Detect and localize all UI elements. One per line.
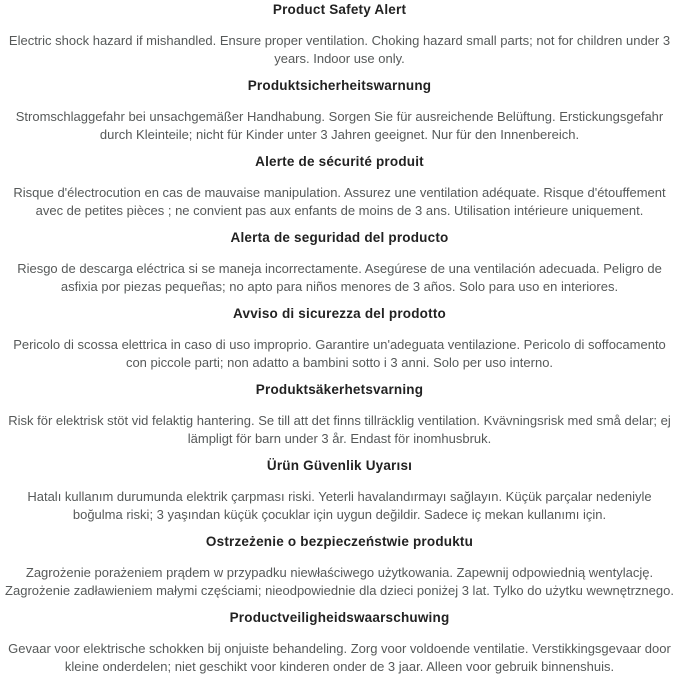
safety-heading-fr: Alerte de sécurité produit xyxy=(255,154,424,169)
safety-text-en: Electric shock hazard if mishandled. Ensure proper ventilation. Choking hazard small parts; not for children under 3 years. Indoor use only. xyxy=(8,33,671,66)
safety-section-fr xyxy=(5,154,674,220)
safety-text-nl: Gevaar voor elektrische schokken bij onjuiste behandeling. Zorg voor voldoende ventilatie. Verstikkingsgevaar door kleine onderdelen; niet geschikt voor kinderen onder de 3 jaar. Alleen voor gebruik binnenshuis. xyxy=(8,641,671,674)
safety-text-tr: Hatalı kullanım durumunda elektrik çarpması riski. Yeterli havalandırmayı sağlayın. Küçük parçalar nedeniyle boğulma riski; 3 yaşından küçük çocuklar için uygun değildir. Sadece iç mekan kullanımı için. xyxy=(27,489,652,522)
safety-heading-en: Product Safety Alert xyxy=(272,2,407,17)
safety-text-de: Stromschlaggefahr bei unsachgemäßer Handhabung. Sorgen Sie für ausreichende Belüftung. Erstickungsgefahr durch Kleinteile; nicht für Kinder unter 3 Jahren geeignet. Nur für den Innenbereich. xyxy=(15,109,664,142)
safety-section-sv xyxy=(5,382,674,448)
safety-text-es: Riesgo de descarga eléctrica si se maneja incorrectamente. Asegúrese de una ventilación adecuada. Peligro de asfixia por piezas pequeñas; no apto para niños menores de 3 años. Solo para uso en interiores. xyxy=(17,261,662,294)
safety-section-nl xyxy=(5,610,674,676)
safety-heading-es: Alerta de seguridad del producto xyxy=(230,230,449,245)
safety-section-it xyxy=(5,306,674,372)
safety-section-de xyxy=(5,78,674,144)
safety-section-pl xyxy=(5,534,674,600)
safety-heading-pl: Ostrzeżenie o bezpieczeństwie produktu xyxy=(205,534,474,549)
safety-heading-de: Produktsicherheitswarnung xyxy=(247,78,432,93)
safety-section-en xyxy=(5,2,674,68)
safety-text-it: Pericolo di scossa elettrica in caso di uso improprio. Garantire un'adeguata ventilazione. Pericolo di soffocamento con piccole parti; non adatto a bambini sotto i 3 anni. Solo per uso interno. xyxy=(13,337,666,370)
safety-text-pl: Zagrożenie porażeniem prądem w przypadku niewłaściwego użytkowania. Zapewnij odpowiednią wentylację. Zagrożenie zadławieniem małymi częściami; nieodpowiednie dla dzieci poniżej 3 lat. Tylko do użytku wewnętrznego. xyxy=(5,565,674,598)
safety-heading-sv: Produktsäkerhetsvarning xyxy=(255,382,424,397)
safety-heading-it: Avviso di sicurezza del prodotto xyxy=(233,306,446,321)
safety-heading-nl: Productveiligheidswaarschuwing xyxy=(229,610,450,625)
safety-section-es xyxy=(5,230,674,296)
safety-section-tr xyxy=(5,458,674,524)
safety-text-sv: Risk för elektrisk stöt vid felaktig hantering. Se till att det finns tillräcklig ventilation. Kvävningsrisk med små delar; ej lämpligt för barn under 3 år. Endast för inomhusbruk. xyxy=(8,413,671,446)
safety-text-fr: Risque d'électrocution en cas de mauvaise manipulation. Assurez une ventilation adéquate. Risque d'étouffement avec de petites pièces ; ne convient pas aux enfants de moins de 3 ans. Utilisation intérieure uniquement. xyxy=(13,185,666,218)
safety-heading-tr: Ürün Güvenlik Uyarısı xyxy=(266,458,413,473)
